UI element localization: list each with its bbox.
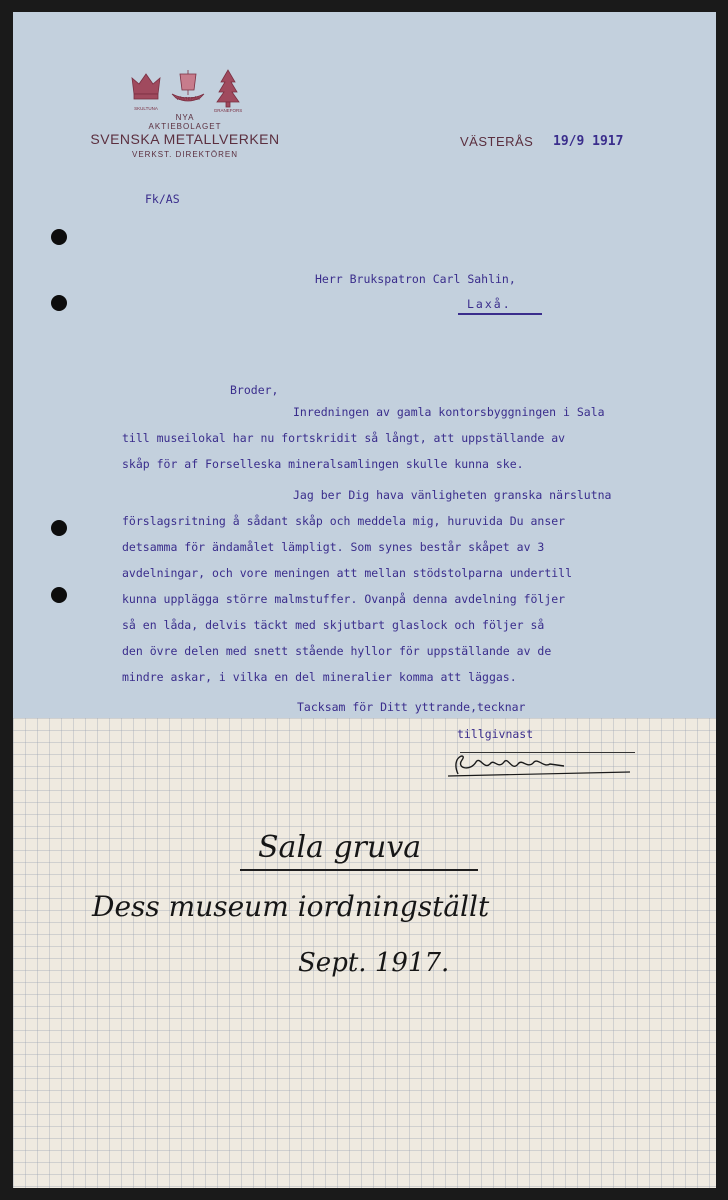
punch-hole bbox=[51, 229, 67, 245]
body-line: kunna upplägga större malmstuffer. Ovanpå denna avdelning följer bbox=[122, 592, 566, 606]
letterhead-line1: NYA bbox=[175, 113, 195, 122]
note-line-2: Sept. 1917. bbox=[298, 948, 450, 978]
letterhead-line2: AKTIEBOLAGET bbox=[148, 122, 222, 131]
recipient-place: Laxå. bbox=[467, 297, 512, 311]
body-line: Jag ber Dig hava vänligheten granska närslutna bbox=[293, 488, 612, 502]
letter-date: 19/9 1917 bbox=[553, 134, 624, 149]
punch-hole bbox=[51, 295, 67, 311]
reference-code: Fk/AS bbox=[145, 192, 180, 206]
crest-label-left: SKULTUNA bbox=[134, 106, 158, 111]
handwritten-signature bbox=[440, 746, 640, 780]
closing: tillgivnast bbox=[457, 727, 534, 741]
body-line: så en låda, delvis täckt med skjutbart glaslock och följer så bbox=[122, 618, 545, 632]
body-line: till museilokal har nu fortskridit så långt, att uppställande av bbox=[122, 431, 566, 445]
punch-hole bbox=[51, 587, 67, 603]
body-line: Inredningen av gamla kontorsbyggningen i Sala bbox=[293, 405, 605, 419]
punch-hole bbox=[51, 520, 67, 536]
body-line: avdelningar, och vore meningen att mellan stödstolparna undertill bbox=[122, 566, 573, 580]
company-crest-logo bbox=[128, 64, 248, 114]
note-title-underline bbox=[240, 869, 478, 871]
body-line: mindre askar, i vilka en del mineralier komma att läggas. bbox=[122, 670, 517, 684]
crest-label-right: GRANEFORS bbox=[213, 108, 243, 113]
letterhead-dept: VERKST. DIREKTÖREN bbox=[131, 150, 238, 159]
note-line-1: Dess museum iordningställt bbox=[92, 890, 490, 923]
crest-label-center: VÄSTERÅS bbox=[175, 96, 201, 101]
recipient-underline bbox=[458, 313, 542, 315]
body-line: förslagsritning å sådant skåp och meddela mig, huruvida Du anser bbox=[122, 514, 566, 528]
body-line: Tacksam för Ditt yttrande,tecknar bbox=[297, 700, 526, 714]
body-line: detsamma för ändamålet lämpligt. Som synes består skåpet av 3 bbox=[122, 540, 545, 554]
note-title: Sala gruva bbox=[258, 830, 422, 865]
place-label: VÄSTERÅS bbox=[460, 134, 534, 149]
recipient-name: Herr Brukspatron Carl Sahlin, bbox=[315, 272, 516, 286]
salutation: Broder, bbox=[230, 383, 279, 397]
letterhead-company: SVENSKA METALLVERKEN bbox=[90, 131, 280, 147]
body-line: den övre delen med snett stående hyllor för uppställande av de bbox=[122, 644, 552, 658]
body-line: skåp för af Forselleska mineralsamlingen skulle kunna ske. bbox=[122, 457, 524, 471]
